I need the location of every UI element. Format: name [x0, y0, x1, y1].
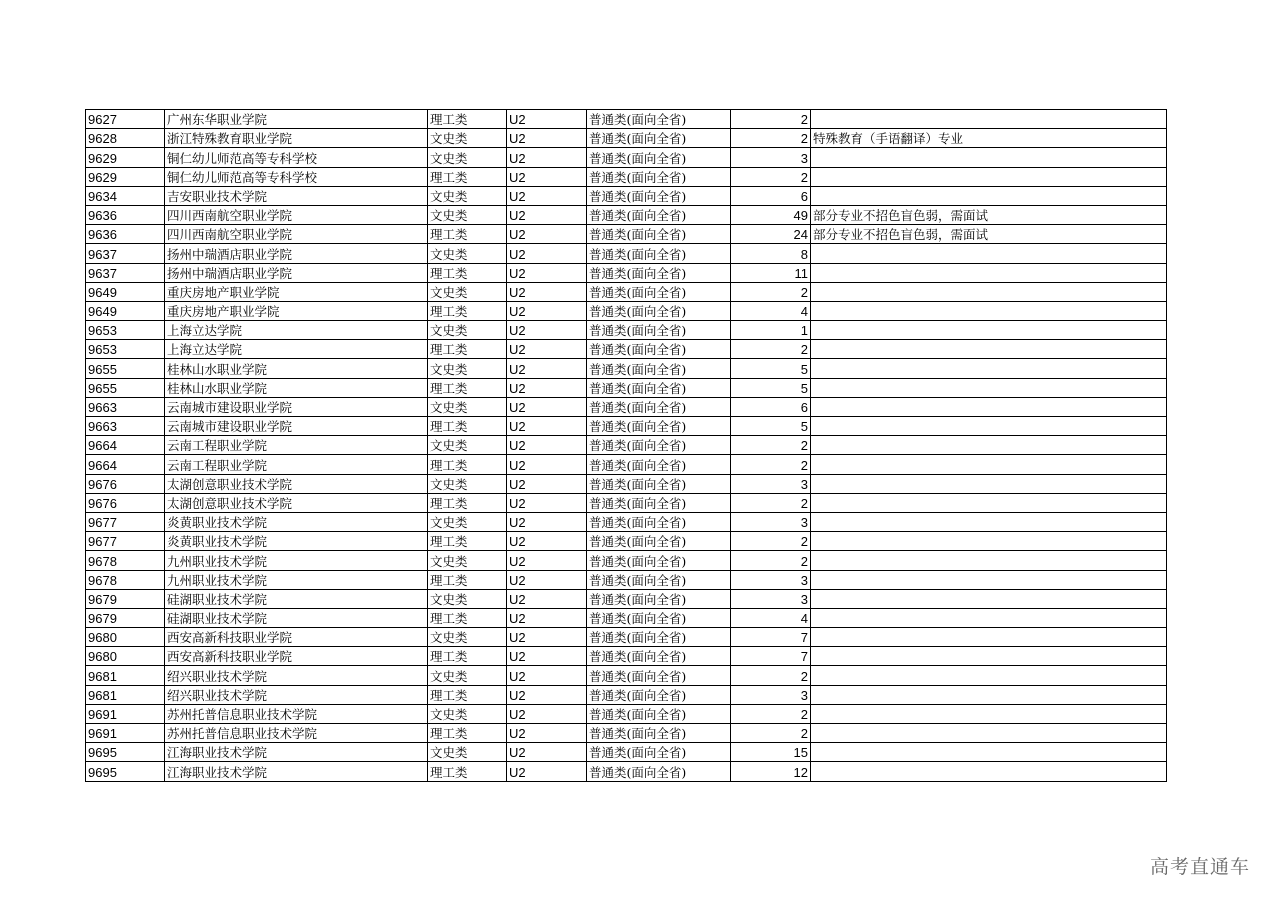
table-row — [86, 205, 1167, 224]
note-cell — [811, 378, 1167, 397]
school-name-cell: 江海职业技术学院 — [165, 762, 428, 781]
school-name-cell: 西安高新科技职业学院 — [165, 647, 428, 666]
note-cell — [811, 110, 1167, 129]
category-cell: 理工类 — [428, 724, 507, 743]
level-cell: U2 — [507, 205, 587, 224]
school-name-cell: 桂林山水职业学院 — [165, 378, 428, 397]
note-cell — [811, 321, 1167, 340]
school-name-cell: 云南工程职业学院 — [165, 455, 428, 474]
level-cell: U2 — [507, 110, 587, 129]
school-code-cell: 9676 — [86, 493, 165, 512]
plan-count-cell: 2 — [731, 532, 811, 551]
category-cell: 理工类 — [428, 532, 507, 551]
level-cell: U2 — [507, 532, 587, 551]
note-cell — [811, 570, 1167, 589]
plan-count-cell: 2 — [731, 455, 811, 474]
level-cell: U2 — [507, 282, 587, 301]
note-cell — [811, 359, 1167, 378]
plan-count-cell: 8 — [731, 244, 811, 263]
category-cell: 文史类 — [428, 589, 507, 608]
level-cell: U2 — [507, 474, 587, 493]
school-code-cell: 9664 — [86, 436, 165, 455]
note-cell — [811, 186, 1167, 205]
school-name-cell: 四川西南航空职业学院 — [165, 225, 428, 244]
category-cell: 文史类 — [428, 704, 507, 723]
school-code-cell: 9628 — [86, 129, 165, 148]
note-cell — [811, 340, 1167, 359]
plan-count-cell: 2 — [731, 666, 811, 685]
table-row — [86, 455, 1167, 474]
category-cell: 理工类 — [428, 263, 507, 282]
note-cell — [811, 685, 1167, 704]
level-cell: U2 — [507, 551, 587, 570]
note-cell — [811, 301, 1167, 320]
school-name-cell: 绍兴职业技术学院 — [165, 666, 428, 685]
category-cell: 文史类 — [428, 186, 507, 205]
school-name-cell: 铜仁幼儿师范高等专科学校 — [165, 167, 428, 186]
category-cell: 理工类 — [428, 455, 507, 474]
plan-count-cell: 4 — [731, 301, 811, 320]
note-cell — [811, 532, 1167, 551]
level-cell: U2 — [507, 244, 587, 263]
level-cell: U2 — [507, 186, 587, 205]
enrollment-type-cell: 普通类(面向全省) — [587, 397, 731, 416]
level-cell: U2 — [507, 608, 587, 627]
enrollment-type-cell: 普通类(面向全省) — [587, 455, 731, 474]
level-cell: U2 — [507, 417, 587, 436]
note-cell: 部分专业不招色盲色弱，需面试 — [811, 225, 1167, 244]
plan-count-cell: 3 — [731, 474, 811, 493]
school-name-cell: 苏州托普信息职业技术学院 — [165, 704, 428, 723]
level-cell: U2 — [507, 666, 587, 685]
school-name-cell: 浙江特殊教育职业学院 — [165, 129, 428, 148]
plan-count-cell: 11 — [731, 263, 811, 282]
school-name-cell: 西安高新科技职业学院 — [165, 628, 428, 647]
enrollment-type-cell: 普通类(面向全省) — [587, 186, 731, 205]
enrollment-type-cell: 普通类(面向全省) — [587, 340, 731, 359]
table-row — [86, 608, 1167, 627]
school-name-cell: 铜仁幼儿师范高等专科学校 — [165, 148, 428, 167]
table-row — [86, 225, 1167, 244]
school-code-cell: 9649 — [86, 282, 165, 301]
note-cell — [811, 397, 1167, 416]
note-cell: 特殊教育（手语翻译）专业 — [811, 129, 1167, 148]
enrollment-type-cell: 普通类(面向全省) — [587, 321, 731, 340]
category-cell: 理工类 — [428, 110, 507, 129]
school-code-cell: 9637 — [86, 263, 165, 282]
table-row — [86, 628, 1167, 647]
category-cell: 理工类 — [428, 378, 507, 397]
level-cell: U2 — [507, 263, 587, 282]
level-cell: U2 — [507, 321, 587, 340]
note-cell — [811, 608, 1167, 627]
category-cell: 理工类 — [428, 340, 507, 359]
school-name-cell: 上海立达学院 — [165, 340, 428, 359]
school-name-cell: 九州职业技术学院 — [165, 570, 428, 589]
category-cell: 理工类 — [428, 417, 507, 436]
table-row — [86, 167, 1167, 186]
level-cell: U2 — [507, 359, 587, 378]
note-cell — [811, 743, 1167, 762]
category-cell: 文史类 — [428, 282, 507, 301]
plan-count-cell: 24 — [731, 225, 811, 244]
school-name-cell: 云南工程职业学院 — [165, 436, 428, 455]
school-name-cell: 上海立达学院 — [165, 321, 428, 340]
school-code-cell: 9680 — [86, 628, 165, 647]
category-cell: 理工类 — [428, 493, 507, 512]
note-cell — [811, 647, 1167, 666]
table-row — [86, 110, 1167, 129]
note-cell — [811, 167, 1167, 186]
school-code-cell: 9678 — [86, 570, 165, 589]
table-row — [86, 148, 1167, 167]
school-name-cell: 炎黄职业技术学院 — [165, 512, 428, 531]
enrollment-type-cell: 普通类(面向全省) — [587, 301, 731, 320]
school-name-cell: 云南城市建设职业学院 — [165, 397, 428, 416]
category-cell: 文史类 — [428, 743, 507, 762]
enrollment-type-cell: 普通类(面向全省) — [587, 378, 731, 397]
table-row — [86, 743, 1167, 762]
school-name-cell: 九州职业技术学院 — [165, 551, 428, 570]
table-row — [86, 474, 1167, 493]
plan-count-cell: 2 — [731, 282, 811, 301]
school-code-cell: 9691 — [86, 704, 165, 723]
enrollment-type-cell: 普通类(面向全省) — [587, 436, 731, 455]
table-row — [86, 762, 1167, 781]
category-cell: 文史类 — [428, 129, 507, 148]
level-cell: U2 — [507, 129, 587, 148]
enrollment-type-cell: 普通类(面向全省) — [587, 282, 731, 301]
enrollment-type-cell: 普通类(面向全省) — [587, 205, 731, 224]
plan-count-cell: 2 — [731, 110, 811, 129]
enrollment-type-cell: 普通类(面向全省) — [587, 762, 731, 781]
table-row — [86, 129, 1167, 148]
level-cell: U2 — [507, 225, 587, 244]
level-cell: U2 — [507, 628, 587, 647]
category-cell: 文史类 — [428, 551, 507, 570]
table-row — [86, 244, 1167, 263]
plan-count-cell: 2 — [731, 493, 811, 512]
school-name-cell: 重庆房地产职业学院 — [165, 282, 428, 301]
plan-count-cell: 6 — [731, 186, 811, 205]
table-row — [86, 589, 1167, 608]
category-cell: 文史类 — [428, 148, 507, 167]
note-cell — [811, 724, 1167, 743]
school-name-cell: 炎黄职业技术学院 — [165, 532, 428, 551]
school-name-cell: 苏州托普信息职业技术学院 — [165, 724, 428, 743]
level-cell: U2 — [507, 685, 587, 704]
school-code-cell: 9655 — [86, 378, 165, 397]
note-cell — [811, 589, 1167, 608]
level-cell: U2 — [507, 512, 587, 531]
level-cell: U2 — [507, 378, 587, 397]
enrollment-type-cell: 普通类(面向全省) — [587, 417, 731, 436]
level-cell: U2 — [507, 570, 587, 589]
school-name-cell: 硅湖职业技术学院 — [165, 608, 428, 627]
level-cell: U2 — [507, 148, 587, 167]
note-cell — [811, 474, 1167, 493]
school-code-cell: 9636 — [86, 225, 165, 244]
enrollment-type-cell: 普通类(面向全省) — [587, 666, 731, 685]
plan-count-cell: 15 — [731, 743, 811, 762]
plan-count-cell: 12 — [731, 762, 811, 781]
school-code-cell: 9678 — [86, 551, 165, 570]
school-code-cell: 9680 — [86, 647, 165, 666]
school-code-cell: 9653 — [86, 321, 165, 340]
category-cell: 文史类 — [428, 666, 507, 685]
school-code-cell: 9681 — [86, 666, 165, 685]
school-name-cell: 硅湖职业技术学院 — [165, 589, 428, 608]
plan-count-cell: 2 — [731, 704, 811, 723]
note-cell — [811, 551, 1167, 570]
watermark-text: 高考直通车 — [1149, 856, 1250, 878]
table-row — [86, 666, 1167, 685]
level-cell: U2 — [507, 340, 587, 359]
table-row — [86, 647, 1167, 666]
plan-count-cell: 1 — [731, 321, 811, 340]
enrollment-type-cell: 普通类(面向全省) — [587, 685, 731, 704]
category-cell: 文史类 — [428, 244, 507, 263]
school-name-cell: 扬州中瑞酒店职业学院 — [165, 244, 428, 263]
school-code-cell: 9629 — [86, 167, 165, 186]
school-name-cell: 广州东华职业学院 — [165, 110, 428, 129]
school-code-cell: 9676 — [86, 474, 165, 493]
table-row — [86, 685, 1167, 704]
plan-count-cell: 3 — [731, 148, 811, 167]
plan-count-cell: 5 — [731, 359, 811, 378]
level-cell: U2 — [507, 762, 587, 781]
enrollment-type-cell: 普通类(面向全省) — [587, 512, 731, 531]
category-cell: 理工类 — [428, 301, 507, 320]
table-row — [86, 493, 1167, 512]
category-cell: 文史类 — [428, 436, 507, 455]
enrollment-type-cell: 普通类(面向全省) — [587, 493, 731, 512]
school-code-cell: 9681 — [86, 685, 165, 704]
table-row — [86, 186, 1167, 205]
category-cell: 文史类 — [428, 321, 507, 340]
category-cell: 理工类 — [428, 608, 507, 627]
table-row — [86, 378, 1167, 397]
category-cell: 文史类 — [428, 397, 507, 416]
plan-count-cell: 3 — [731, 512, 811, 531]
school-name-cell: 太湖创意职业技术学院 — [165, 493, 428, 512]
category-cell: 理工类 — [428, 225, 507, 244]
school-name-cell: 绍兴职业技术学院 — [165, 685, 428, 704]
category-cell: 理工类 — [428, 685, 507, 704]
school-code-cell: 9695 — [86, 762, 165, 781]
enrollment-type-cell: 普通类(面向全省) — [587, 148, 731, 167]
school-code-cell: 9695 — [86, 743, 165, 762]
school-code-cell: 9649 — [86, 301, 165, 320]
category-cell: 理工类 — [428, 762, 507, 781]
level-cell: U2 — [507, 455, 587, 474]
enrollment-type-cell: 普通类(面向全省) — [587, 110, 731, 129]
school-code-cell: 9679 — [86, 589, 165, 608]
enrollment-type-cell: 普通类(面向全省) — [587, 570, 731, 589]
school-name-cell: 云南城市建设职业学院 — [165, 417, 428, 436]
level-cell: U2 — [507, 743, 587, 762]
note-cell — [811, 417, 1167, 436]
table-row — [86, 704, 1167, 723]
category-cell: 理工类 — [428, 570, 507, 589]
level-cell: U2 — [507, 397, 587, 416]
plan-count-cell: 2 — [731, 724, 811, 743]
enrollment-type-cell: 普通类(面向全省) — [587, 628, 731, 647]
enrollment-type-cell: 普通类(面向全省) — [587, 532, 731, 551]
table-body — [86, 110, 1167, 782]
table-row — [86, 321, 1167, 340]
enrollment-type-cell: 普通类(面向全省) — [587, 551, 731, 570]
table-row — [86, 263, 1167, 282]
note-cell — [811, 666, 1167, 685]
level-cell: U2 — [507, 704, 587, 723]
plan-count-cell: 2 — [731, 129, 811, 148]
note-cell — [811, 493, 1167, 512]
table-row — [86, 512, 1167, 531]
school-code-cell: 9664 — [86, 455, 165, 474]
enrollment-type-cell: 普通类(面向全省) — [587, 608, 731, 627]
school-code-cell: 9636 — [86, 205, 165, 224]
school-code-cell: 9653 — [86, 340, 165, 359]
plan-count-cell: 6 — [731, 397, 811, 416]
table-row — [86, 724, 1167, 743]
plan-count-cell: 2 — [731, 551, 811, 570]
enrollment-type-cell: 普通类(面向全省) — [587, 724, 731, 743]
note-cell — [811, 512, 1167, 531]
level-cell: U2 — [507, 724, 587, 743]
plan-count-cell: 3 — [731, 589, 811, 608]
plan-count-cell: 4 — [731, 608, 811, 627]
school-code-cell: 9691 — [86, 724, 165, 743]
note-cell — [811, 263, 1167, 282]
table-row — [86, 359, 1167, 378]
enrollment-type-cell: 普通类(面向全省) — [587, 167, 731, 186]
category-cell: 文史类 — [428, 628, 507, 647]
plan-count-cell: 3 — [731, 570, 811, 589]
school-code-cell: 9627 — [86, 110, 165, 129]
school-code-cell: 9634 — [86, 186, 165, 205]
school-code-cell: 9677 — [86, 512, 165, 531]
school-code-cell: 9629 — [86, 148, 165, 167]
school-name-cell: 四川西南航空职业学院 — [165, 205, 428, 224]
table-row — [86, 417, 1167, 436]
school-code-cell: 9677 — [86, 532, 165, 551]
school-name-cell: 太湖创意职业技术学院 — [165, 474, 428, 493]
category-cell: 文史类 — [428, 359, 507, 378]
table-row — [86, 397, 1167, 416]
plan-count-cell: 7 — [731, 647, 811, 666]
enrollment-type-cell: 普通类(面向全省) — [587, 589, 731, 608]
plan-count-cell: 2 — [731, 167, 811, 186]
school-name-cell: 重庆房地产职业学院 — [165, 301, 428, 320]
plan-count-cell: 49 — [731, 205, 811, 224]
note-cell — [811, 455, 1167, 474]
level-cell: U2 — [507, 493, 587, 512]
school-name-cell: 桂林山水职业学院 — [165, 359, 428, 378]
note-cell — [811, 704, 1167, 723]
table-row — [86, 340, 1167, 359]
level-cell: U2 — [507, 167, 587, 186]
enrollment-type-cell: 普通类(面向全省) — [587, 704, 731, 723]
category-cell: 理工类 — [428, 647, 507, 666]
note-cell — [811, 282, 1167, 301]
plan-count-cell: 3 — [731, 685, 811, 704]
plan-count-cell: 7 — [731, 628, 811, 647]
enrollment-type-cell: 普通类(面向全省) — [587, 743, 731, 762]
level-cell: U2 — [507, 436, 587, 455]
school-code-cell: 9637 — [86, 244, 165, 263]
school-name-cell: 吉安职业技术学院 — [165, 186, 428, 205]
category-cell: 文史类 — [428, 205, 507, 224]
admissions-table — [85, 109, 1167, 782]
enrollment-type-cell: 普通类(面向全省) — [587, 244, 731, 263]
school-code-cell: 9655 — [86, 359, 165, 378]
level-cell: U2 — [507, 589, 587, 608]
enrollment-type-cell: 普通类(面向全省) — [587, 359, 731, 378]
enrollment-type-cell: 普通类(面向全省) — [587, 225, 731, 244]
plan-count-cell: 5 — [731, 417, 811, 436]
enrollment-type-cell: 普通类(面向全省) — [587, 129, 731, 148]
note-cell — [811, 148, 1167, 167]
table-row — [86, 570, 1167, 589]
category-cell: 文史类 — [428, 512, 507, 531]
plan-count-cell: 2 — [731, 436, 811, 455]
enrollment-type-cell: 普通类(面向全省) — [587, 647, 731, 666]
enrollment-type-cell: 普通类(面向全省) — [587, 263, 731, 282]
note-cell — [811, 628, 1167, 647]
table-row — [86, 551, 1167, 570]
plan-count-cell: 5 — [731, 378, 811, 397]
level-cell: U2 — [507, 301, 587, 320]
category-cell: 文史类 — [428, 474, 507, 493]
level-cell: U2 — [507, 647, 587, 666]
school-code-cell: 9663 — [86, 417, 165, 436]
category-cell: 理工类 — [428, 167, 507, 186]
school-name-cell: 扬州中瑞酒店职业学院 — [165, 263, 428, 282]
table-row — [86, 282, 1167, 301]
note-cell: 部分专业不招色盲色弱，需面试 — [811, 205, 1167, 224]
school-name-cell: 江海职业技术学院 — [165, 743, 428, 762]
enrollment-type-cell: 普通类(面向全省) — [587, 474, 731, 493]
school-code-cell: 9663 — [86, 397, 165, 416]
note-cell — [811, 244, 1167, 263]
plan-count-cell: 2 — [731, 340, 811, 359]
table-row — [86, 301, 1167, 320]
school-code-cell: 9679 — [86, 608, 165, 627]
table-row — [86, 532, 1167, 551]
note-cell — [811, 762, 1167, 781]
note-cell — [811, 436, 1167, 455]
table-row — [86, 436, 1167, 455]
